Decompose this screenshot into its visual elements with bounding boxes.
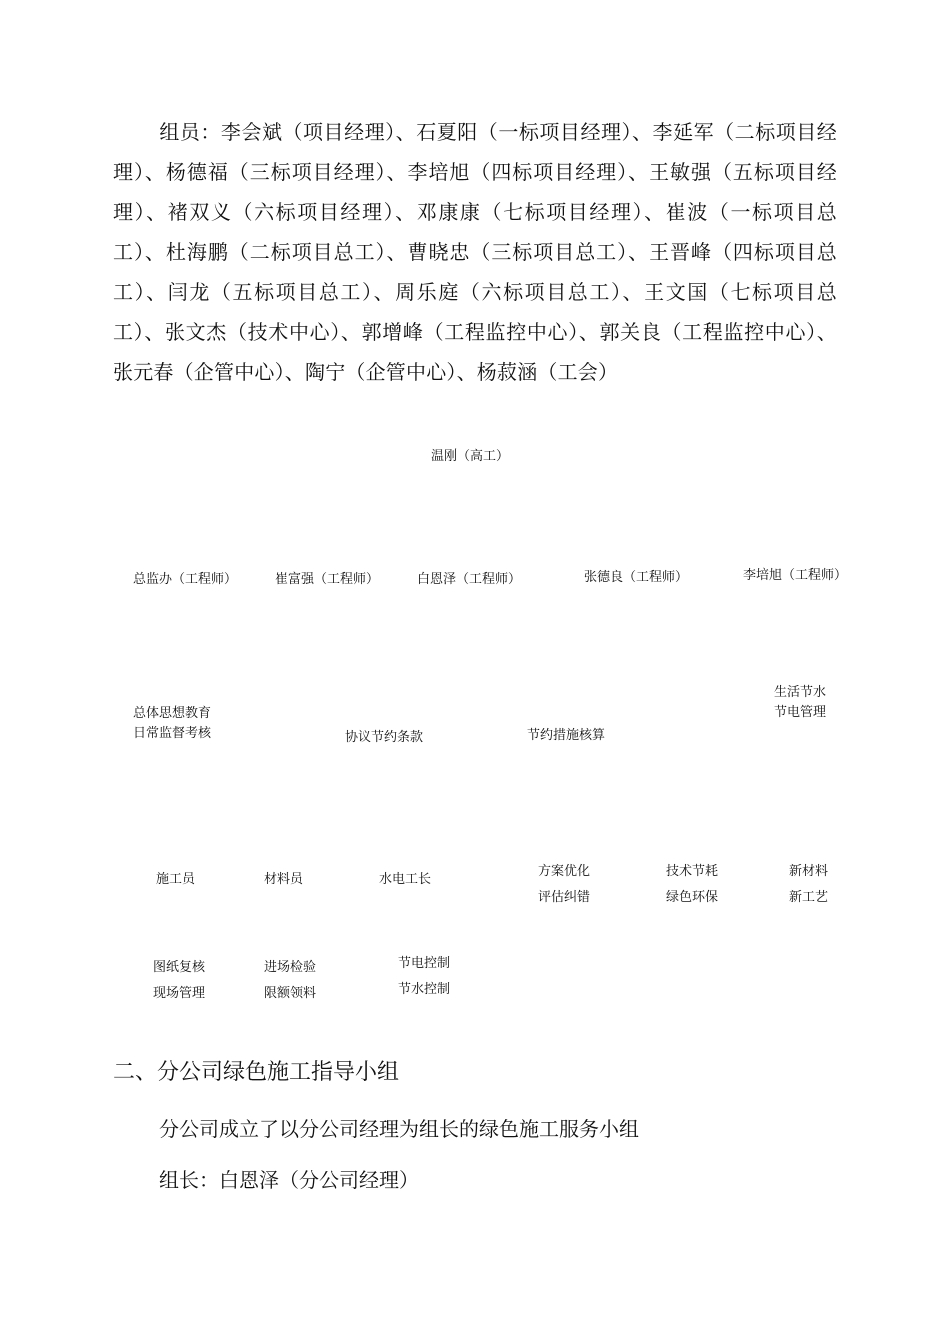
org-text: 新材料 xyxy=(789,864,829,879)
org-top-node: 温刚（高工） xyxy=(431,449,510,464)
org-node-plan-optimization xyxy=(538,859,590,911)
org-text: 图纸复核 xyxy=(153,960,206,975)
org-text: 评估纠错 xyxy=(538,890,591,905)
org-text: 绿色环保 xyxy=(666,890,719,905)
org-text: 方案优化 xyxy=(538,864,591,879)
org-text: 日常监督考核 xyxy=(133,726,212,741)
org-node-bai-enze: 白恩泽（工程师） xyxy=(417,572,522,587)
org-text: 节水控制 xyxy=(398,982,451,997)
org-node-tech-saving xyxy=(666,859,718,911)
org-node-savings-accounting: 节约措施核算 xyxy=(527,728,606,743)
org-node-entry-inspection xyxy=(264,955,316,1007)
org-node-cui-fuqiang: 崔富强（工程师） xyxy=(275,572,380,587)
team-leader-line: 组长：白恩泽（分公司经理） xyxy=(159,1168,419,1192)
section-heading: 二、分公司绿色施工指导小组 xyxy=(113,1060,400,1085)
org-node-construction-worker: 施工员 xyxy=(156,872,196,887)
org-node-li-peixu: 李培旭（工程师） xyxy=(743,568,848,583)
org-text: 现场管理 xyxy=(153,986,206,1001)
members-text: 组员：李会斌（项目经理）、石夏阳（一标项目经理）、李延军（二标项目经理）、杨德福（三标项目经理）、李培旭（四标项目经理）、王敏强（五标项目经理）、褚双义（六标项目经理）、邓康康（七标项目经理）、崔波（一标项目总工）、杜海鹏（二标项目总工）、曹晓忠（三标项目总工）、王晋峰（四标项目总工）、闫龙（五标项目总工）、周乐庭（六标项目总工）、王文国（七标项目总工）、张文杰（技术中心）、郭增峰（工程监控中心）、郭关良（工程监控中心）、张元春（企管中心）、陶宁（企管中心）、杨菽涵（工会） xyxy=(113,120,837,384)
org-text: 进场检验 xyxy=(264,960,317,975)
org-node-material-clerk: 材料员 xyxy=(264,872,304,887)
org-text: 新工艺 xyxy=(789,890,829,905)
org-node-drawing-review xyxy=(153,955,205,1007)
org-node-water-power-management xyxy=(774,683,826,723)
org-node-zhang-deliang: 张德良（工程师） xyxy=(584,570,689,585)
org-text: 总体思想教育 xyxy=(133,706,212,721)
section-body-line: 分公司成立了以分公司经理为组长的绿色施工服务小组 xyxy=(159,1117,639,1141)
org-text: 节电管理 xyxy=(774,705,827,720)
members-paragraph xyxy=(113,112,837,392)
org-text: 限额领料 xyxy=(264,986,317,1001)
org-node-education-supervision xyxy=(133,704,211,744)
org-text: 技术节耗 xyxy=(666,864,719,879)
org-node-new-material xyxy=(789,859,828,911)
org-node-agreement-terms: 协议节约条款 xyxy=(345,730,424,745)
org-node-utility-foreman: 水电工长 xyxy=(379,872,432,887)
org-node-power-water-control xyxy=(398,951,450,1003)
org-node-supervision-office: 总监办（工程师） xyxy=(133,572,238,587)
org-text: 生活节水 xyxy=(774,685,827,700)
org-text: 节电控制 xyxy=(398,956,451,971)
